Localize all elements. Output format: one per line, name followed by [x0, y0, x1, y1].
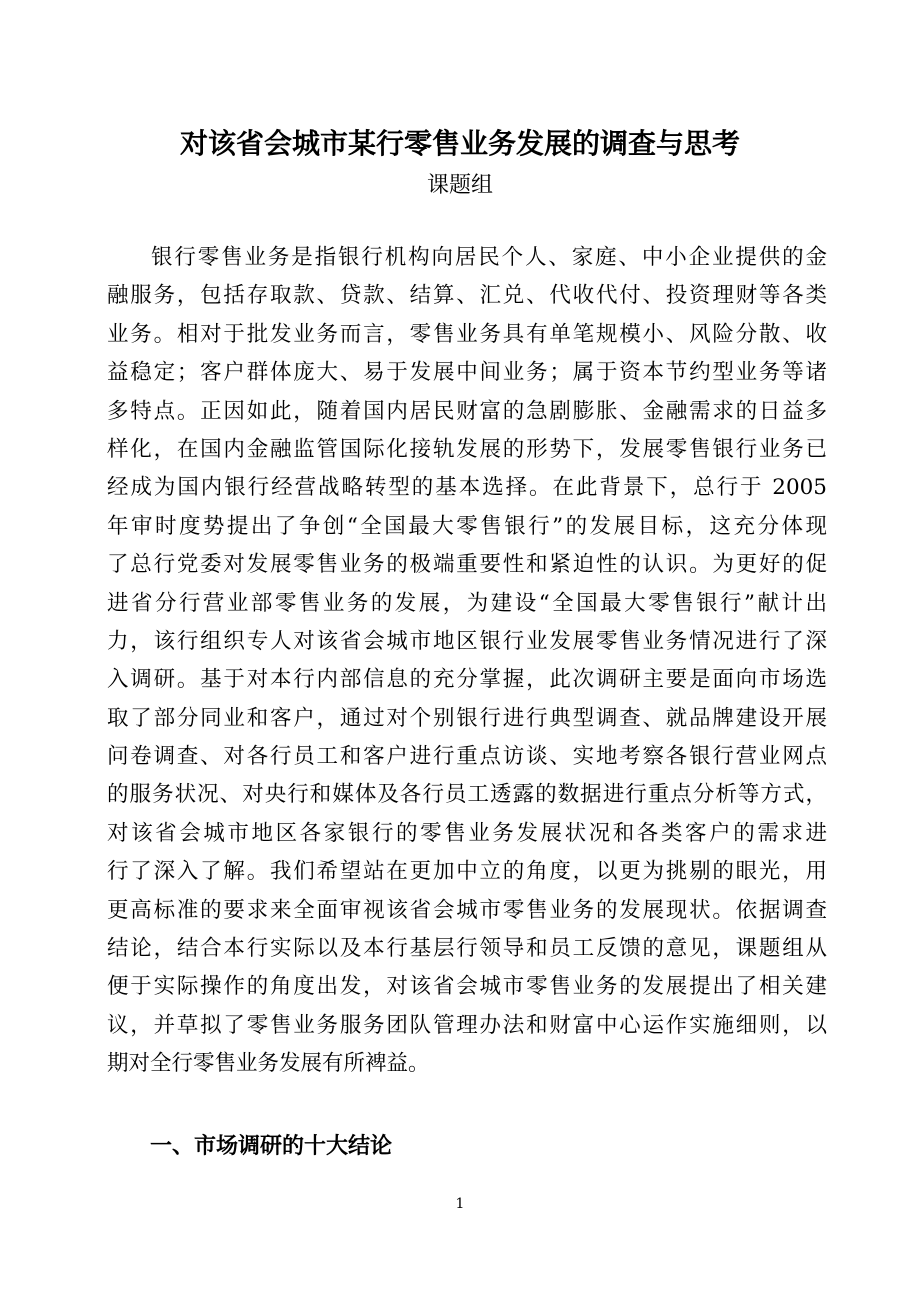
- paragraph-line: 入调研。基于对本行内部信息的充分掌握，此次调研主要是面向市场选: [107, 667, 827, 693]
- paragraph-line: 便于实际操作的角度出发，对该省会城市零售业务的发展提出了相关建: [107, 974, 827, 1000]
- paragraph-line: 对该省会城市地区各家银行的零售业务发展状况和各类客户的需求进: [107, 820, 827, 846]
- paragraph-line: 取了部分同业和客户，通过对个别银行进行典型调查、就品牌建设开展: [107, 705, 827, 731]
- paragraph-line: 融服务，包括存取款、贷款、结算、汇兑、代收代付、投资理财等各类: [107, 283, 827, 309]
- body-paragraph: [107, 239, 827, 1084]
- paragraph-line: 的服务状况、对央行和媒体及各行员工透露的数据进行重点分析等方式，: [107, 782, 827, 808]
- paragraph-line: 了总行党委对发展零售业务的极端重要性和紧迫性的认识。为更好的促: [107, 552, 827, 578]
- paragraph-line: 行了深入了解。我们希望站在更加中立的角度，以更为挑剔的眼光，用: [107, 859, 827, 885]
- paragraph-line: 议，并草拟了零售业务服务团队管理办法和财富中心运作实施细则，以: [107, 1012, 827, 1038]
- paragraph-line: 进省分行营业部零售业务的发展，为建设“全国最大零售银行”献计出: [107, 590, 827, 616]
- paragraph-line: 结论，结合本行实际以及本行基层行领导和员工反馈的意见，课题组从: [107, 936, 827, 962]
- paragraph-line: 力，该行组织专人对该省会城市地区银行业发展零售业务情况进行了深: [107, 628, 827, 654]
- paragraph-line: 经成为国内银行经营战略转型的基本选择。在此背景下，总行于 2005: [107, 475, 827, 501]
- paragraph-line: 样化，在国内金融监管国际化接轨发展的形势下，发展零售银行业务已: [107, 436, 827, 462]
- paragraph-line: 银行零售业务是指银行机构向居民个人、家庭、中小企业提供的金: [151, 245, 827, 270]
- paragraph-line: 多特点。正因如此，随着国内居民财富的急剧膨胀、金融需求的日益多: [107, 398, 827, 424]
- section-heading: 一、市场调研的十大结论: [150, 1134, 393, 1159]
- paragraph-line: 问卷调查、对各行员工和客户进行重点访谈、实地考察各银行营业网点: [107, 744, 827, 770]
- paragraph-line: 更高标准的要求来全面审视该省会城市零售业务的发展现状。依据调查: [107, 897, 827, 923]
- page-number: 1: [455, 1196, 465, 1212]
- paragraph-line: 年审时度势提出了争创“全国最大零售银行”的发展目标，这充分体现: [107, 513, 827, 539]
- paragraph-line: 业务。相对于批发业务而言，零售业务具有单笔规模小、风险分散、收: [107, 321, 827, 347]
- document-author: 课题组: [426, 173, 493, 198]
- paragraph-line: 益稳定；客户群体庞大、易于发展中间业务；属于资本节约型业务等诸: [107, 360, 827, 386]
- document-title: 对该省会城市某行零售业务发展的调查与思考: [179, 127, 740, 160]
- paragraph-line: 期对全行零售业务发展有所裨益。: [107, 1051, 430, 1077]
